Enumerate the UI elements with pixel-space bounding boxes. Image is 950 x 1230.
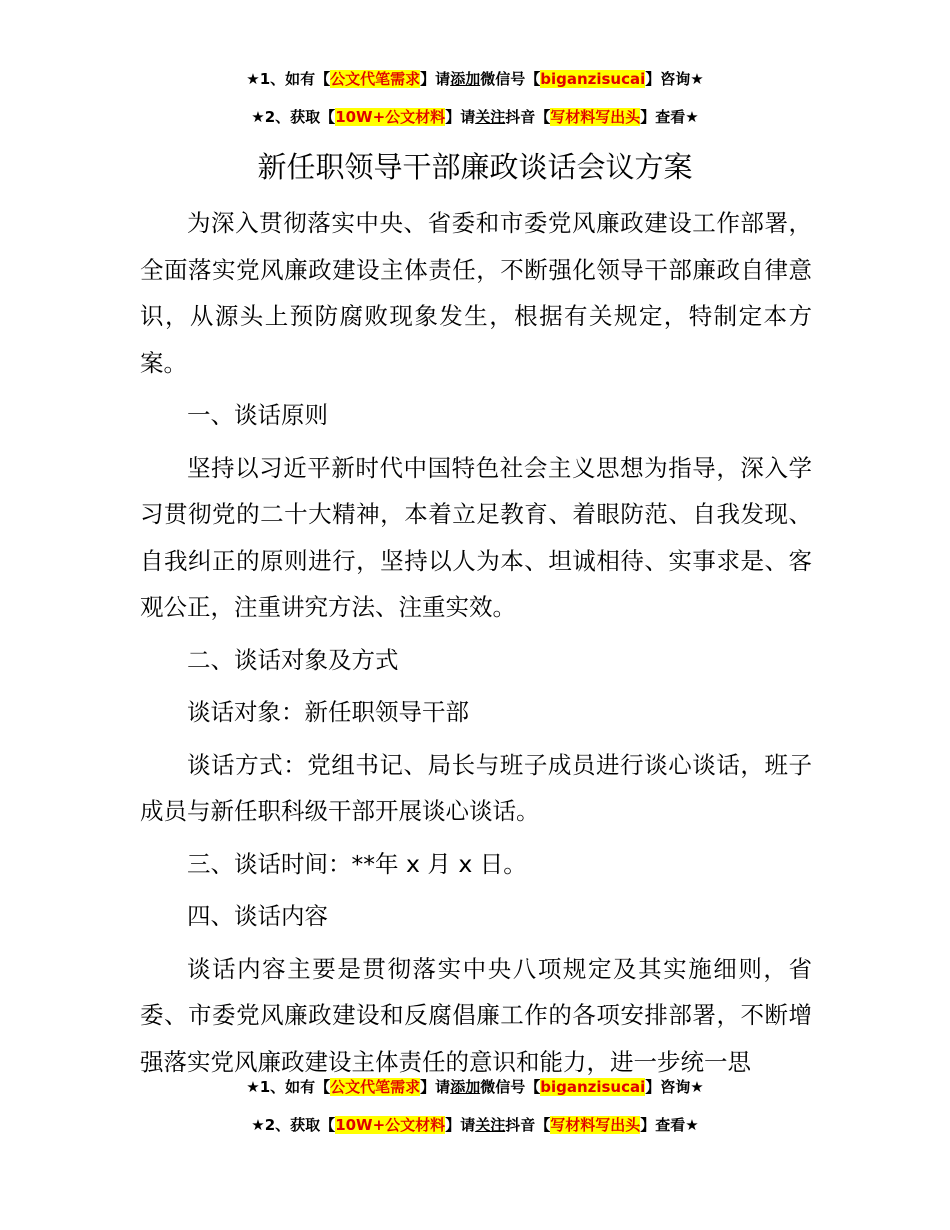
banner-text: 】请 bbox=[445, 108, 476, 126]
banner-emphasis: 添加 bbox=[450, 70, 481, 88]
paragraph: 谈话方式：党组书记、局长与班子成员进行谈心谈话，班子成员与新任职科级干部开展谈心谈话。 bbox=[140, 750, 812, 825]
banner-highlight: 公文代笔需求 bbox=[330, 1078, 421, 1096]
banner-text: 抖音【 bbox=[505, 1116, 551, 1134]
banner-text: 】请 bbox=[420, 1078, 451, 1096]
banner-text: 】咨询★ bbox=[645, 1078, 704, 1096]
banner-text: 】查看★ bbox=[640, 1116, 699, 1134]
banner-text: 抖音【 bbox=[505, 108, 551, 126]
bottom-banner-line-1 bbox=[0, 1077, 950, 1097]
banner-emphasis: 关注 bbox=[475, 1116, 506, 1134]
banner-highlight: biganzisucai bbox=[540, 70, 646, 88]
paragraph: 为深入贯彻落实中央、省委和市委党风廉政建设工作部署，全面落实党风廉政建设主体责任，不断强化领导干部廉政自律意识，从源头上预防腐败现象发生，根据有关规定，特制定本方案。 bbox=[140, 209, 812, 377]
banner-highlight: 10W+公文材料 bbox=[335, 108, 446, 126]
banner-text: 】咨询★ bbox=[645, 70, 704, 88]
banner-highlight: biganzisucai bbox=[540, 1078, 646, 1096]
document-title: 新任职领导干部廉政谈话会议方案 bbox=[257, 150, 693, 184]
banner-text: 】请 bbox=[445, 1116, 476, 1134]
banner-highlight: 公文代笔需求 bbox=[330, 70, 421, 88]
banner-text: ★2、获取【 bbox=[251, 108, 336, 126]
banner-text: ★1、如有【 bbox=[246, 70, 331, 88]
banner-highlight: 写材料写出头 bbox=[550, 1116, 641, 1134]
section-heading: 四、谈话内容 bbox=[187, 902, 328, 930]
banner-text: ★1、如有【 bbox=[246, 1078, 331, 1096]
banner-text: ★2、获取【 bbox=[251, 1116, 336, 1134]
top-banner-line-1 bbox=[0, 69, 950, 89]
bottom-banner-line-2 bbox=[0, 1115, 950, 1135]
banner-emphasis: 关注 bbox=[475, 108, 506, 126]
banner-text: 微信号【 bbox=[480, 1078, 541, 1096]
banner-text: 】请 bbox=[420, 70, 451, 88]
document-body bbox=[140, 200, 812, 1085]
section-heading: 三、谈话时间：**年 x 月 x 日。 bbox=[187, 849, 527, 878]
paragraph: 谈话内容主要是贯彻落实中央八项规定及其实施细则，省委、市委党风廉政建设和反腐倡廉工作的各项安排部署，不断增强落实党风廉政建设主体责任的意识和能力，进一步统一思 bbox=[140, 954, 812, 1076]
banner-highlight: 10W+公文材料 bbox=[335, 1116, 446, 1134]
banner-emphasis: 添加 bbox=[450, 1078, 481, 1096]
section-heading: 二、谈话对象及方式 bbox=[187, 645, 399, 674]
paragraph: 坚持以习近平新时代中国特色社会主义思想为指导，深入学习贯彻党的二十大精神，本着立足教育、着眼防范、自我发现、自我纠正的原则进行，坚持以人为本、坦诚相待、实事求是、客观公正，注重讲究方法、注重实效。 bbox=[140, 453, 812, 621]
banner-text: 】查看★ bbox=[640, 108, 699, 126]
banner-highlight: 写材料写出头 bbox=[550, 108, 641, 126]
banner-text: 微信号【 bbox=[480, 70, 541, 88]
paragraph: 谈话对象：新任职领导干部 bbox=[187, 698, 469, 726]
top-banner-line-2 bbox=[0, 107, 950, 127]
section-heading: 一、谈话原则 bbox=[187, 401, 328, 429]
